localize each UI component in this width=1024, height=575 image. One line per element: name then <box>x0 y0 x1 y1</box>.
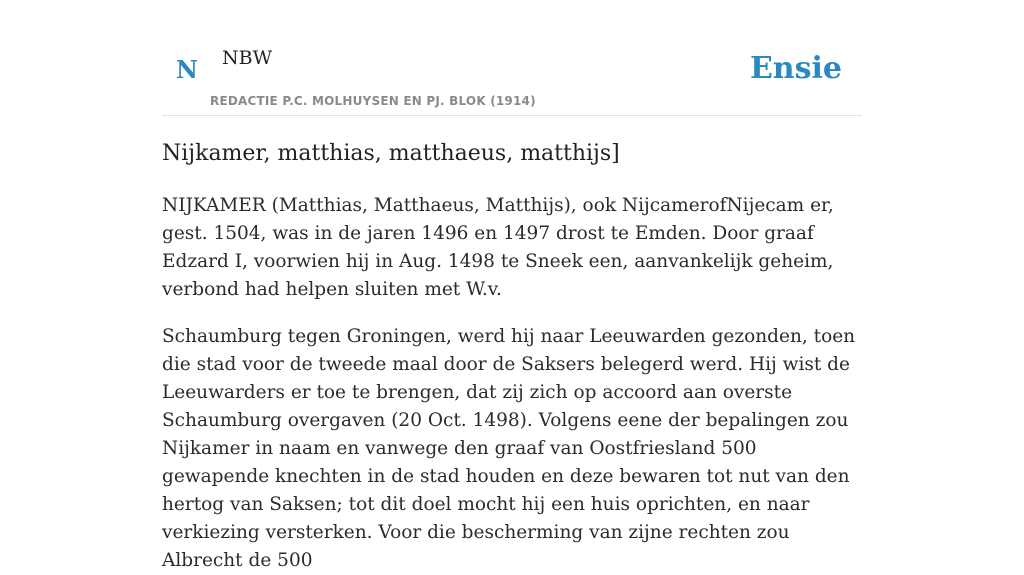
article-paragraph-2: Schaumburg tegen Groningen, werd hij naar Leeuwarden gezonden, toen die stad voor de tweede maal door de Saksers belegerd werd. Hij wist de Leeuwarders er toe te brengen, dat zij zich op accoord aan overste Schaumburg overgaven (20 Oct. 1498). Volgens eene der bepalingen zou Nijkamer in naam en vanwege den graaf van Oostfriesland 500 gewapende knechten in de stad houden en deze bewaren tot nut van den hertog van Saksen; tot dit doel mocht hij een huis oprichten, en naar verkiezing versterken. Voor die bescherming van zijne rechten zou Albrecht de 500 <box>162 326 856 571</box>
article-paragraph-1: NIJKAMER (Matthias, Matthaeus, Matthijs), ook NijcamerofNijecam er, gest. 1504, was in de jaren 1496 en 1497 drost te Emden. Door graaf Edzard I, voorwien hij in Aug. 1498 te Sneek een, aanvankelijk geheim, verbond had helpen sluiten met W.v. <box>162 195 834 300</box>
source-subtitle: REDACTIE P.C. MOLHUYSEN EN PJ. BLOK (1914) <box>210 94 536 108</box>
article <box>162 138 862 575</box>
source-header <box>162 0 862 116</box>
source-logo-icon[interactable]: N <box>176 55 198 84</box>
source-title[interactable]: NBW <box>222 47 273 69</box>
article-title: Nijkamer, matthias, matthaeus, matthijs] <box>162 141 620 166</box>
ensie-logo[interactable]: Ensie <box>749 51 842 86</box>
